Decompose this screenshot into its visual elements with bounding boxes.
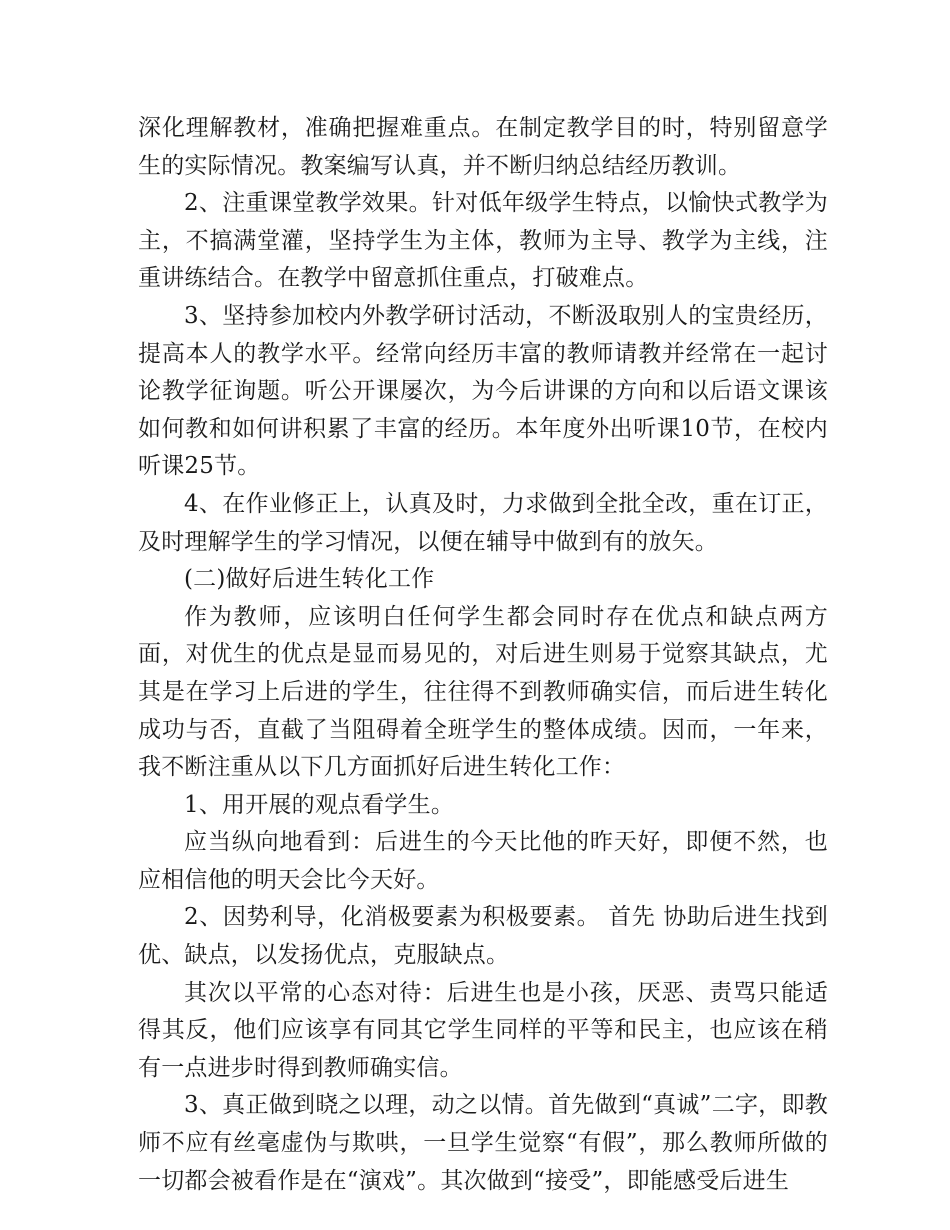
paragraph: 4、在作业修正上，认真及时，力求做到全批全改，重在订正，及时理解学生的学习情况，以便在辅导中做到有的放矢。 <box>138 490 828 555</box>
paragraph: 作为教师，应该明白任何学生都会同时存在优点和缺点两方面，对优生的优点是显而易见的，对后进生则易于觉察其缺点，尤其是在学习上后进的学生，往往得不到教师确实信，而后进生转化成功与否，直截了当阻碍着全班学生的整体成绩。因而，一年来，我不断注重从以下几方面抓好后进生转化工作： <box>138 603 828 781</box>
section-heading: (二)做好后进生转化工作 <box>184 566 435 593</box>
paragraph: 2、注重课堂教学效果。针对低年级学生特点，以愉快式教学为主，不搞满堂灌，坚持学生为主体，教师为主导、教学为主线，注重讲练结合。在教学中留意抓住重点，打破难点。 <box>138 190 828 292</box>
paragraph: 3、真正做到晓之以理，动之以情。首先做到“真诚”二字，即教师不应有丝毫虚伪与欺哄，一旦学生觉察“有假”，那么教师所做的一切都会被看作是在“演戏”。其次做到“接受”，即能感受后进生 <box>138 1092 828 1194</box>
paragraph: 2、因势利导，化消极要素为积极要素。 首先 协助后进生找到优、缺点，以发扬优点，克服缺点。 <box>138 904 828 969</box>
document-body <box>138 110 828 1200</box>
paragraph: 应当纵向地看到：后进生的今天比他的昨天好，即便不然，也应相信他的明天会比今天好。 <box>138 829 828 893</box>
paragraph: 深化理解教材，准确把握难重点。在制定教学目的时，特别留意学生的实际情况。教案编写认真，并不断归纳总结经历教训。 <box>138 115 828 179</box>
paragraph: 其次以平常的心态对待：后进生也是小孩，厌恶、责骂只能适得其反，他们应该享有同其它学生同样的平等和民主，也应该在稍有一点进步时得到教师确实信。 <box>138 979 828 1081</box>
paragraph: 3、坚持参加校内外教学研讨活动，不断汲取别人的宝贵经历，提高本人的教学水平。经常向经历丰富的教师请教并经常在一起讨论教学征询题。听公开课屡次，为今后讲课的方向和以后语文课该如何教和如何讲积累了丰富的经历。本年度外出听课10节，在校内听课25节。 <box>138 302 828 480</box>
paragraph: 1、用开展的观点看学生。 <box>184 791 455 818</box>
